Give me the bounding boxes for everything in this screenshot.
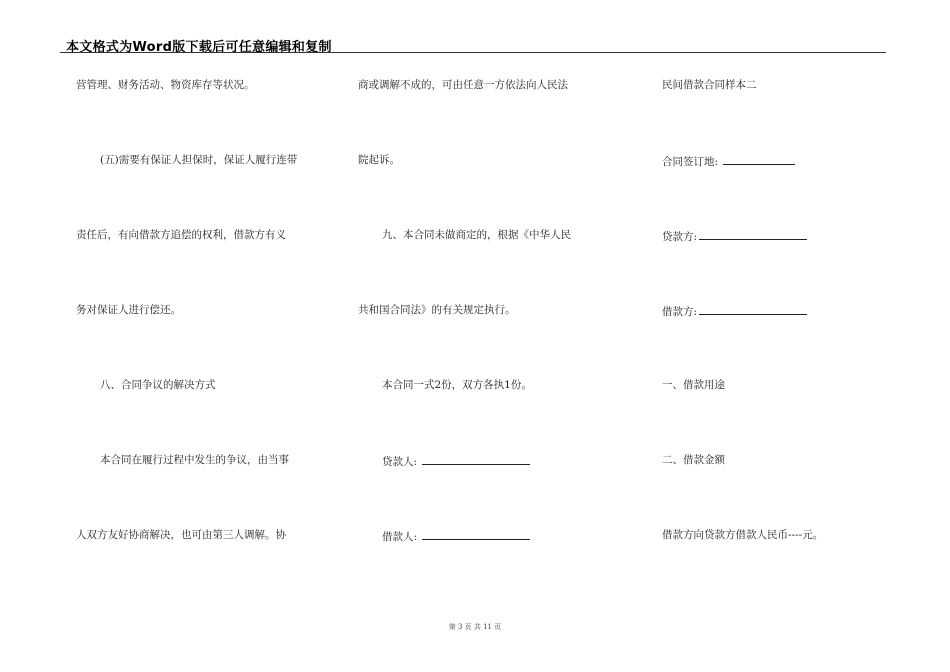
text-line: 责任后，有向借款方追偿的权利，借款方有义 (76, 229, 286, 241)
lender-party-blank (699, 228, 807, 240)
text-line: 借款方向贷款方借款人民币----元。 (662, 529, 824, 541)
borrower-line (662, 303, 807, 319)
borrower-party-label: 借款方: (662, 306, 698, 318)
borrower-party-blank (699, 303, 807, 315)
signing-place-label: 合同签订地: (662, 156, 719, 168)
lender-line (662, 228, 807, 244)
header-divider (60, 52, 886, 53)
text-line: 营管理、财务活动、物资库存等状况。 (76, 79, 255, 91)
borrower-blank (422, 528, 530, 540)
text-line: 院起诉。 (358, 154, 400, 166)
page-number-footer: 第 3 页 共 11 页 (448, 623, 502, 631)
page-header-title: 本文格式为Word版下载后可任意编辑和复制 (66, 40, 332, 55)
borrower-label: 借款人: (382, 531, 418, 543)
text-line: 本合同一式2份，双方各执1份。 (382, 379, 532, 391)
text-line: 人双方友好协商解决，也可由第三人调解。协 (76, 529, 286, 541)
text-line: 商或调解不成的，可由任意一方依法向人民法 (358, 79, 568, 91)
text-line: 共和国合同法》的有关规定执行。 (358, 304, 516, 316)
section-heading: 一、借款用途 (662, 379, 725, 391)
lender-party-label: 贷款方: (662, 231, 698, 243)
borrower-signature-line (382, 528, 530, 544)
signing-place-blank (723, 153, 795, 165)
signing-place-line (662, 153, 795, 169)
lender-label: 贷款人: (382, 456, 418, 468)
section-heading: 二、借款金额 (662, 454, 725, 466)
section-heading: 民间借款合同样本二 (662, 79, 757, 91)
lender-signature-line (382, 453, 530, 469)
text-line: (五)需要有保证人担保时，保证人履行连带 (100, 154, 298, 166)
section-heading: 九、本合同未做商定的，根据《中华人民 (382, 229, 571, 241)
text-line: 本合同在履行过程中发生的争议，由当事 (100, 454, 289, 466)
section-heading: 八、合同争议的解决方式 (100, 379, 216, 391)
lender-blank (422, 453, 530, 465)
text-line: 务对保证人进行偿还。 (76, 304, 181, 316)
